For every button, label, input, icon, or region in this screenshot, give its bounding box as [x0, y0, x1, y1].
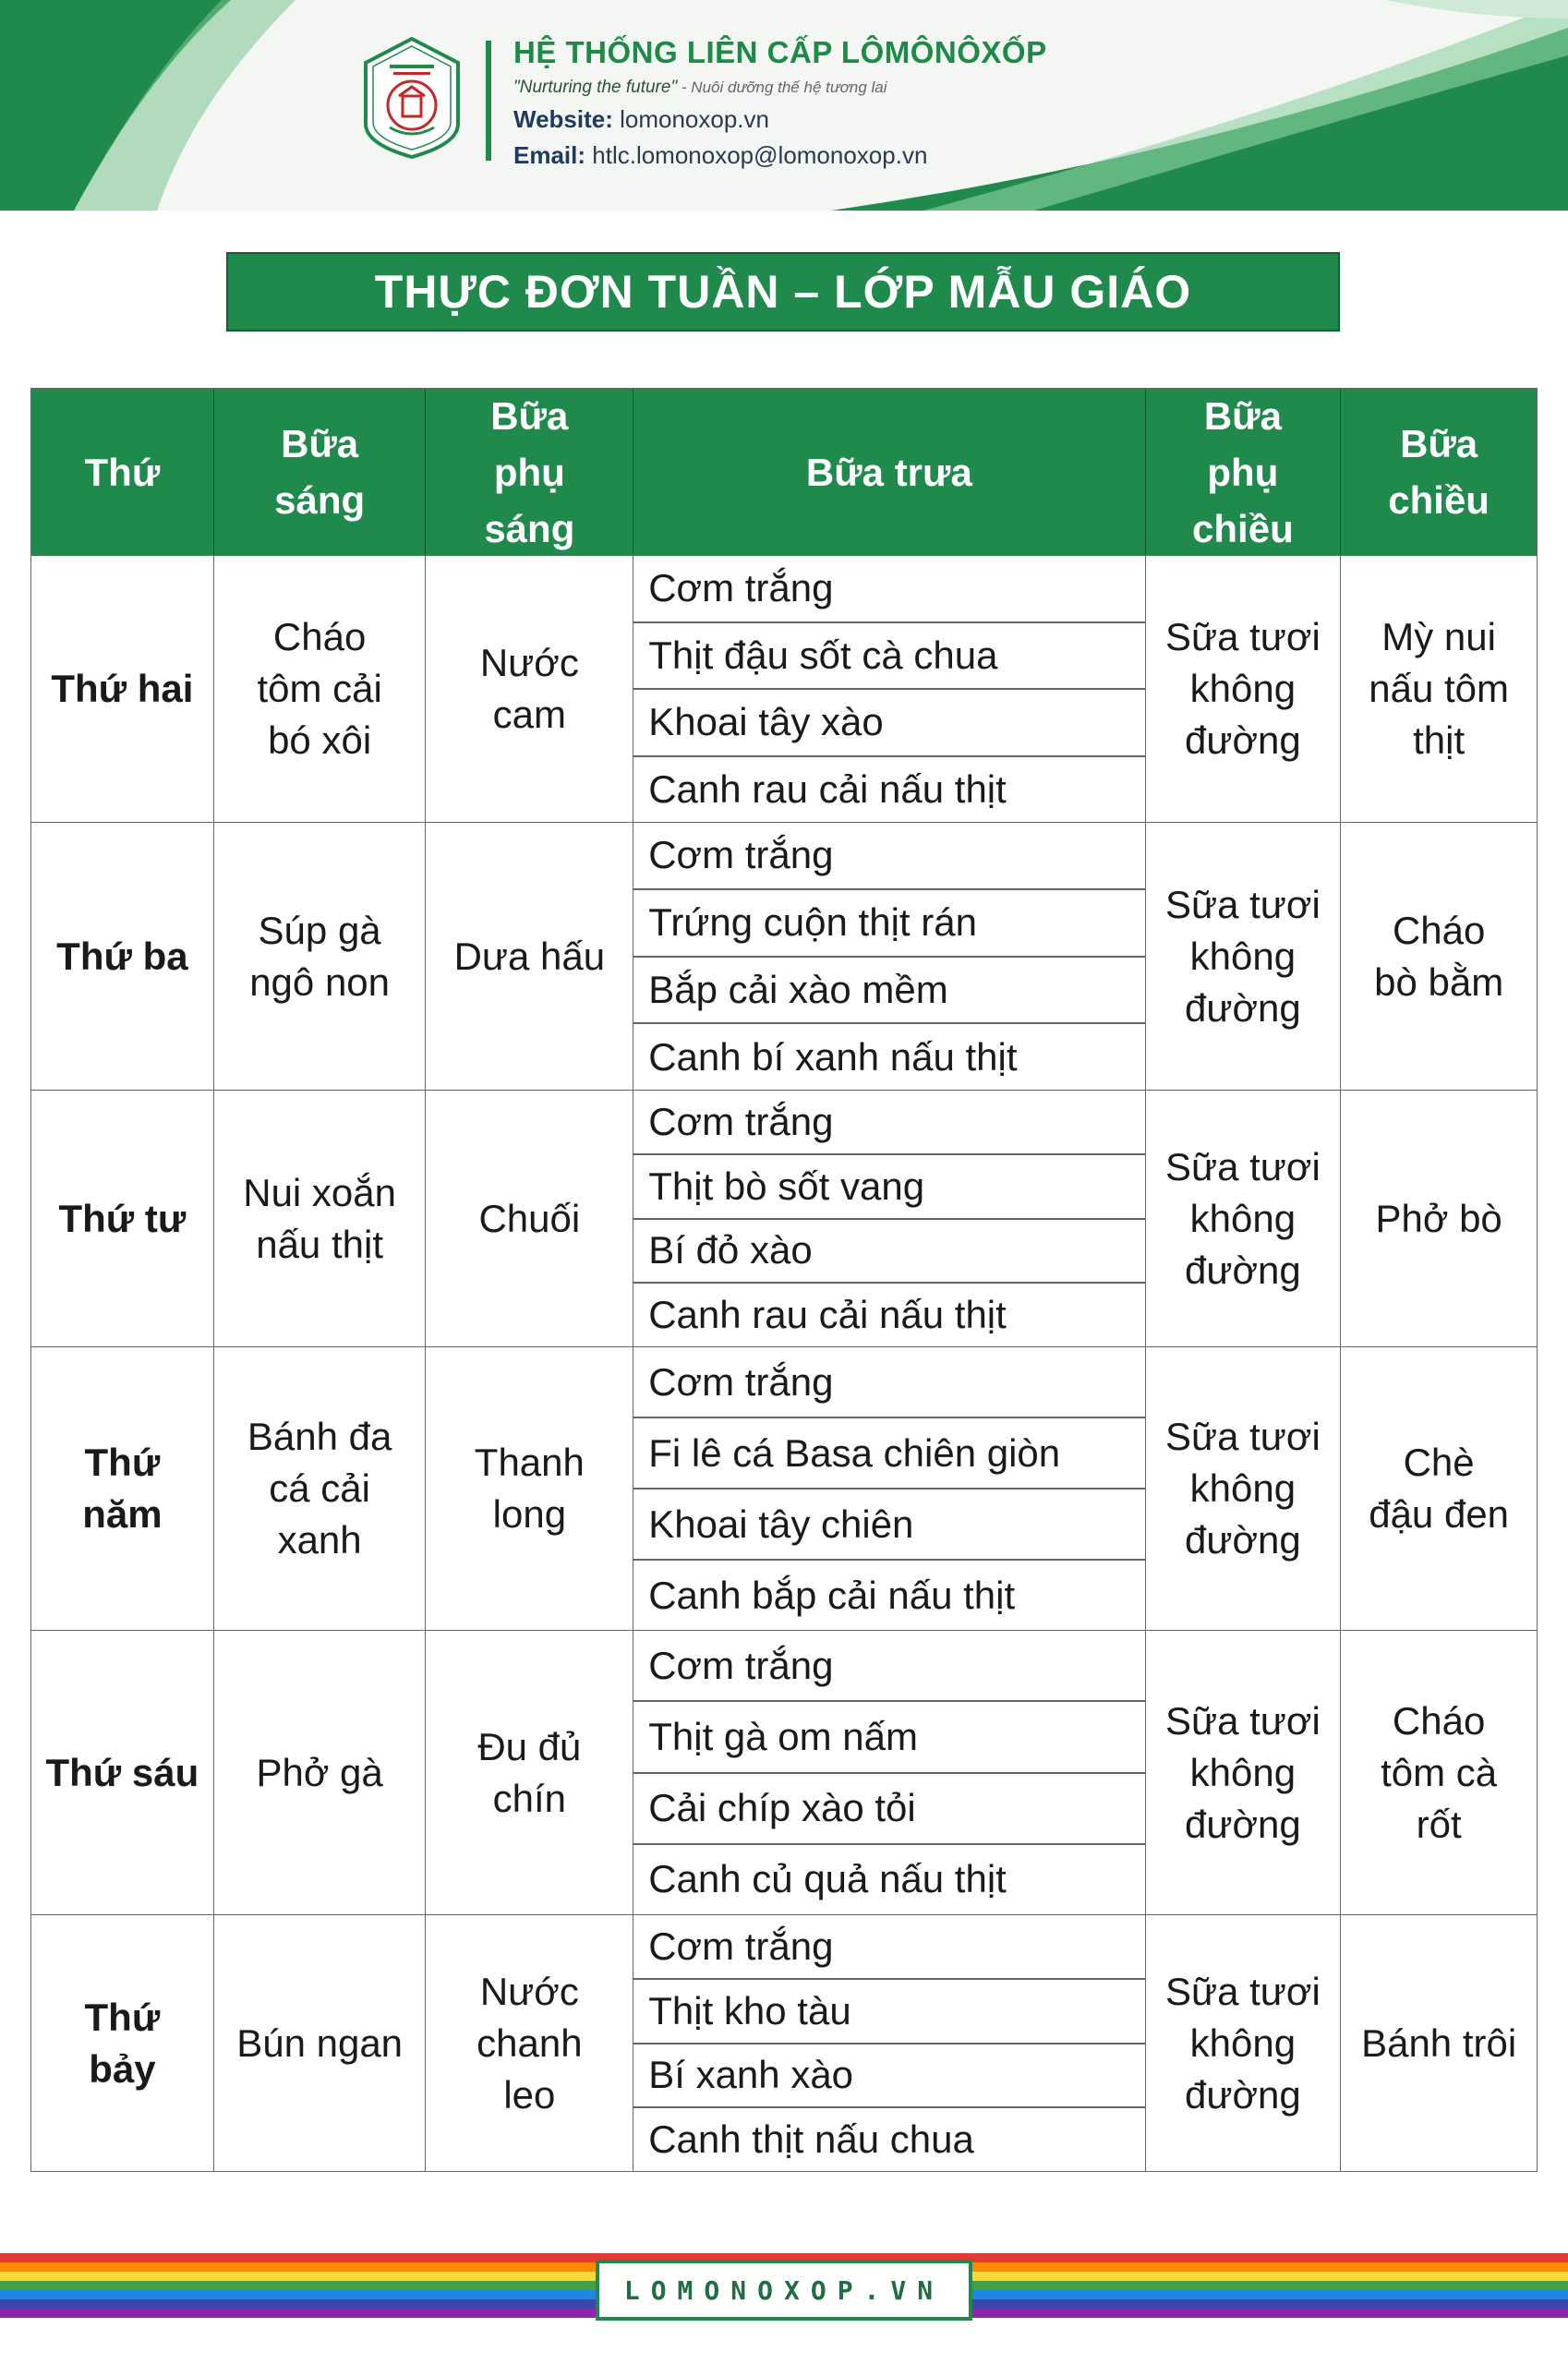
day-cell — [31, 823, 214, 1090]
breakfast-cell-line: Bánh đa — [247, 1415, 392, 1458]
lunch-dish: Bí xanh xào — [633, 2044, 1144, 2109]
dinner-cell-line: Chè — [1403, 1441, 1475, 1484]
header-line: chiều — [1388, 478, 1490, 522]
lunch-dish: Canh bí xanh nấu thịt — [648, 1034, 1018, 1079]
morning-snack-cell-line: chanh — [476, 2020, 583, 2065]
afternoon-snack-cell-line: đường — [1185, 2072, 1301, 2117]
page-title: THỰC ĐƠN TUẦN – LỚP MẪU GIÁO — [226, 252, 1340, 332]
lunch-dish: Thịt đậu sốt cà chua — [633, 623, 1144, 691]
lunch-cell — [633, 823, 1145, 1090]
morning-snack-cell-line: Thanh — [474, 1441, 585, 1484]
breakfast-cell — [214, 556, 427, 822]
lunch-dish: Cơm trắng — [633, 823, 1144, 890]
morning-snack-cell — [426, 823, 633, 1090]
header-breakfast — [214, 389, 427, 555]
dinner-cell-line: Mỳ nui — [1381, 615, 1496, 658]
morning-snack-cell — [426, 1915, 633, 2171]
day-cell-line: Thứ — [84, 1441, 161, 1484]
morning-snack-cell — [426, 1631, 633, 1914]
brand-divider — [486, 41, 491, 161]
dinner-cell-line: đậu đen — [1369, 1492, 1510, 1536]
table-body — [30, 556, 1538, 2172]
dinner-cell-line: rốt — [1416, 1802, 1462, 1846]
morning-snack-cell-line: Chuối — [478, 1196, 581, 1240]
dinner-cell — [1341, 1091, 1537, 1346]
lunch-dish: Thịt bò sốt vang — [633, 1155, 1144, 1220]
afternoon-snack-cell-line: Sữa tươi — [1164, 1698, 1321, 1743]
morning-snack-cell-line: Dưa hấu — [453, 934, 606, 978]
breakfast-cell-line: Cháo — [272, 615, 367, 658]
breakfast-cell — [214, 823, 427, 1090]
morning-snack-cell-line: Nước — [479, 641, 579, 684]
dinner-cell — [1341, 1347, 1537, 1630]
header-line: Bữa — [490, 393, 569, 438]
header-afternoon-snack — [1146, 389, 1342, 555]
website-label: Website: — [513, 105, 613, 133]
day-cell-line: Thứ — [84, 1995, 161, 2039]
day-cell-line: bảy — [89, 2046, 156, 2091]
breakfast-cell — [214, 1915, 427, 2171]
slogan-vn: - Nuôi dưỡng thế hệ tương lai — [677, 78, 887, 96]
dinner-cell-line: nấu tôm — [1369, 667, 1510, 710]
breakfast-cell — [214, 1091, 427, 1346]
morning-snack-cell-line: cam — [492, 693, 567, 736]
header-morning-snack — [426, 389, 633, 555]
afternoon-snack-cell-line: Sữa tươi — [1164, 1969, 1321, 2013]
day-cell-line: Thứ sáu — [45, 1750, 199, 1794]
lunch-dish: Khoai tây xào — [633, 690, 1144, 757]
header-line: sáng — [274, 478, 366, 522]
header-day: Thứ — [31, 389, 214, 555]
day-cell-line: Thứ hai — [51, 667, 194, 710]
email-line — [513, 141, 1047, 170]
header-line: Bữa — [1400, 422, 1478, 465]
breakfast-cell-line: ngô non — [249, 959, 391, 1004]
afternoon-snack-cell-line: không — [1189, 1750, 1297, 1794]
afternoon-snack-cell-line: không — [1189, 2020, 1297, 2065]
afternoon-snack-cell-line: đường — [1185, 718, 1301, 762]
morning-snack-cell-line: chín — [492, 1776, 567, 1820]
lunch-dish: Cơm trắng — [633, 1091, 1144, 1155]
afternoon-snack-cell — [1146, 823, 1342, 1090]
lunch-dish: Trứng cuộn thịt rán — [633, 890, 1144, 958]
breakfast-cell — [214, 1631, 427, 1914]
header-line: sáng — [484, 506, 575, 550]
lunch-dish: Khoai tây chiên — [633, 1490, 1144, 1561]
breakfast-cell-line: nấu thịt — [256, 1222, 383, 1266]
afternoon-snack-cell-line: Sữa tươi — [1164, 615, 1321, 658]
footer-website[interactable]: LOMONOXOP.VN — [596, 2260, 972, 2321]
table-row — [30, 556, 1538, 823]
morning-snack-cell-line: Đu đủ — [477, 1724, 582, 1768]
table-header-row — [30, 388, 1538, 556]
dinner-cell-line: Phở bò — [1375, 1196, 1502, 1240]
website-line — [513, 105, 1047, 134]
email-label: Email: — [513, 141, 586, 169]
morning-snack-cell — [426, 556, 633, 822]
morning-snack-cell — [426, 1091, 633, 1346]
brand-slogan — [513, 78, 1047, 98]
weekly-menu-table — [30, 388, 1538, 2172]
dinner-cell — [1341, 1915, 1537, 2171]
lunch-dish: Canh bắp cải nấu thịt — [648, 1573, 1016, 1617]
breakfast-cell-line: xanh — [277, 1518, 362, 1562]
day-cell — [31, 1631, 214, 1914]
afternoon-snack-cell-line: đường — [1185, 1248, 1301, 1292]
dinner-cell-line: bò bằm — [1374, 959, 1504, 1004]
afternoon-snack-cell-line: Sữa tươi — [1164, 1415, 1321, 1458]
header-line: phụ — [1207, 450, 1279, 494]
afternoon-snack-cell — [1146, 1091, 1342, 1346]
afternoon-snack-cell — [1146, 1347, 1342, 1630]
afternoon-snack-cell-line: không — [1189, 1196, 1297, 1240]
lunch-dish: Fi lê cá Basa chiên giòn — [633, 1418, 1144, 1490]
lunch-dish: Bí đỏ xào — [633, 1220, 1144, 1285]
brand-block — [513, 35, 1047, 170]
table-row — [30, 1915, 1538, 2172]
breakfast-cell-line: bó xôi — [268, 718, 372, 762]
lunch-dish: Cơm trắng — [633, 1631, 1144, 1702]
day-cell — [31, 556, 214, 822]
day-cell-line: Thứ tư — [58, 1196, 187, 1240]
dinner-cell-line: Cháo — [1392, 908, 1486, 952]
afternoon-snack-cell-line: không — [1189, 667, 1297, 710]
dinner-cell-line: Bánh trôi — [1361, 2020, 1517, 2065]
school-logo — [362, 35, 462, 161]
breakfast-cell-line: cá cải — [269, 1466, 370, 1510]
day-cell-line: năm — [82, 1492, 163, 1536]
morning-snack-cell-line: Nước — [479, 1969, 579, 2013]
lunch-dish: Canh rau cải nấu thịt — [648, 1293, 1007, 1337]
lunch-dish: Cơm trắng — [633, 556, 1144, 623]
brand-title: HỆ THỐNG LIÊN CẤP LÔMÔNÔXỐP — [513, 35, 1047, 69]
lunch-cell — [633, 1915, 1145, 2171]
lunch-dish: Canh củ quả nấu thịt — [648, 1857, 1007, 1901]
lunch-dish: Cải chíp xào tỏi — [633, 1774, 1144, 1845]
breakfast-cell-line: tôm cải — [257, 667, 382, 710]
breakfast-cell-line: Nui xoắn — [243, 1170, 396, 1214]
dinner-cell — [1341, 556, 1537, 822]
breakfast-cell-line: Phở gà — [256, 1750, 383, 1794]
header-line: chiều — [1192, 506, 1294, 550]
lunch-dish: Thịt kho tàu — [633, 1980, 1144, 2044]
day-cell — [31, 1915, 214, 2171]
header-lunch: Bữa trưa — [633, 389, 1145, 555]
afternoon-snack-cell-line: đường — [1185, 1802, 1301, 1846]
dinner-cell-line: thịt — [1413, 718, 1465, 762]
dinner-cell — [1341, 1631, 1537, 1914]
morning-snack-cell-line: leo — [503, 2072, 556, 2117]
header-line: Bữa — [281, 422, 359, 465]
lunch-cell — [633, 1091, 1145, 1346]
afternoon-snack-cell-line: đường — [1185, 985, 1301, 1030]
lunch-dish: Cơm trắng — [633, 1915, 1144, 1980]
lunch-cell — [633, 1631, 1145, 1914]
header-banner — [0, 0, 1568, 211]
table-row — [30, 1347, 1538, 1631]
header-dinner — [1341, 389, 1537, 555]
header-line: Bữa — [1203, 393, 1282, 438]
day-cell — [31, 1347, 214, 1630]
dinner-cell-line: Cháo — [1392, 1698, 1486, 1743]
morning-snack-cell-line: long — [492, 1492, 567, 1536]
breakfast-cell-line: Bún ngan — [236, 2020, 404, 2065]
lunch-dish: Canh thịt nấu chua — [648, 2117, 974, 2162]
morning-snack-cell — [426, 1347, 633, 1630]
table-row — [30, 1631, 1538, 1915]
breakfast-cell — [214, 1347, 427, 1630]
header-line: phụ — [493, 450, 565, 494]
breakfast-cell-line: Súp gà — [258, 908, 381, 952]
afternoon-snack-cell — [1146, 556, 1342, 822]
website-link[interactable]: lomonoxop.vn — [620, 105, 769, 133]
afternoon-snack-cell-line: không — [1189, 1466, 1297, 1510]
day-cell — [31, 1091, 214, 1346]
afternoon-snack-cell — [1146, 1915, 1342, 2171]
lunch-dish: Canh rau cải nấu thịt — [648, 766, 1007, 811]
afternoon-snack-cell-line: Sữa tươi — [1164, 1144, 1321, 1188]
afternoon-snack-cell-line: Sữa tươi — [1164, 882, 1321, 926]
afternoon-snack-cell — [1146, 1631, 1342, 1914]
afternoon-snack-cell-line: không — [1189, 934, 1297, 978]
dinner-cell — [1341, 823, 1537, 1090]
lunch-cell — [633, 1347, 1145, 1630]
lunch-cell — [633, 556, 1145, 822]
slogan-en: "Nurturing the future" — [513, 78, 678, 97]
email-link[interactable]: htlc.lomonoxop@lomonoxop.vn — [592, 141, 928, 169]
lunch-dish: Bắp cải xào mềm — [633, 958, 1144, 1025]
lunch-dish: Cơm trắng — [633, 1347, 1144, 1418]
day-cell-line: Thứ ba — [56, 934, 188, 978]
lunch-dish: Thịt gà om nấm — [633, 1702, 1144, 1773]
table-row — [30, 823, 1538, 1091]
dinner-cell-line: tôm cà — [1381, 1750, 1498, 1794]
afternoon-snack-cell-line: đường — [1185, 1518, 1301, 1562]
table-row — [30, 1091, 1538, 1347]
